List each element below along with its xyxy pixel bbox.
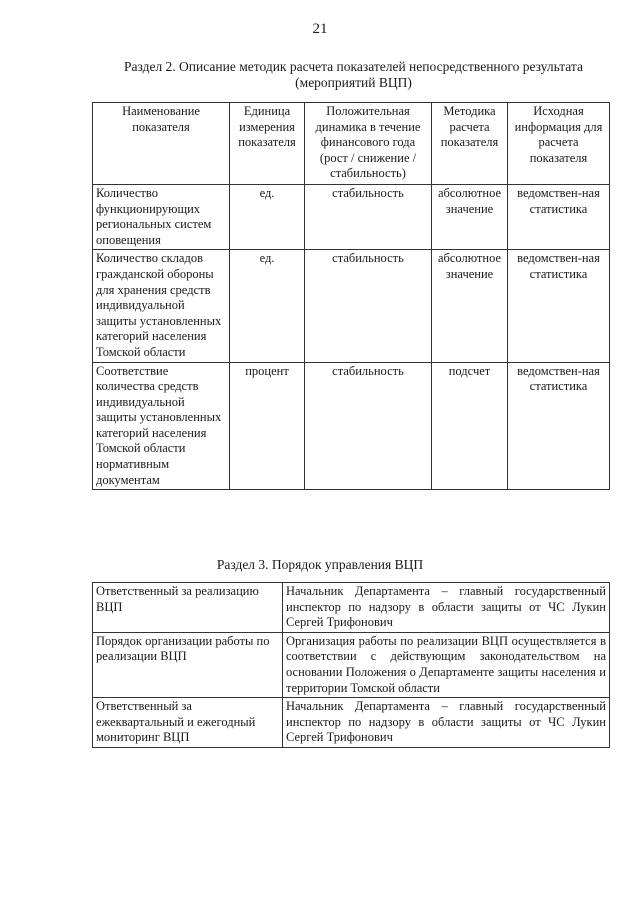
indicator-source: ведомствен-ная статистика [508, 250, 610, 362]
indicator-method: подсчет [432, 362, 508, 490]
indicator-name: Соответствие количества средств индивидуальной защиты установленных категорий населения Томской области нормативным документам [93, 362, 230, 490]
management-table [92, 582, 610, 748]
table-row [93, 250, 610, 362]
header-indicator-name: Наименование показателя [93, 103, 230, 185]
management-label: Ответственный за реализацию ВЦП [93, 583, 283, 633]
indicator-unit: ед. [230, 184, 305, 249]
section2-title [95, 59, 612, 91]
header-unit: Единица измерения показателя [230, 103, 305, 185]
indicator-dynamics: стабильность [305, 362, 432, 490]
indicator-name: Количество функционирующих региональных систем оповещения [93, 184, 230, 249]
indicator-unit: ед. [230, 250, 305, 362]
page-number: 21 [312, 21, 328, 37]
indicator-dynamics: стабильность [305, 184, 432, 249]
section3-title: Раздел 3. Порядок управления ВЦП [216, 557, 424, 572]
management-value: Организация работы по реализации ВЦП осуществляется в соответствии с действующим законодательством на основании Положения о Департаменте защиты населения и территории Томской области [283, 632, 610, 697]
indicator-source: ведомствен-ная статистика [508, 362, 610, 490]
table-row [93, 362, 610, 490]
section2-title-line1: Раздел 2. Описание методик расчета показателей непосредственного результата [124, 59, 583, 74]
indicator-method: абсолютное значение [432, 184, 508, 249]
table-row [93, 583, 610, 633]
indicator-method: абсолютное значение [432, 250, 508, 362]
indicator-source: ведомствен-ная статистика [508, 184, 610, 249]
management-value: Начальник Департамента – главный государственный инспектор по надзору в области защиты от ЧС Лукин Сергей Трифонович [283, 583, 610, 633]
table-row [93, 184, 610, 249]
header-method: Методика расчета показателя [432, 103, 508, 185]
indicator-dynamics: стабильность [305, 250, 432, 362]
table-row [93, 698, 610, 748]
section2-title-line2: (мероприятий ВЦП) [295, 75, 412, 90]
indicators-header-row [93, 103, 610, 185]
header-dynamics: Положительная динамика в течение финансового года (рост / снижение / стабильность) [305, 103, 432, 185]
management-label: Ответственный за ежеквартальный и ежегодный мониторинг ВЦП [93, 698, 283, 748]
header-source: Исходная информация для расчета показателя [508, 103, 610, 185]
table-row [93, 632, 610, 697]
management-value: Начальник Департамента – главный государственный инспектор по надзору в области защиты от ЧС Лукин Сергей Трифонович [283, 698, 610, 748]
management-label: Порядок организации работы по реализации ВЦП [93, 632, 283, 697]
indicators-table [92, 102, 610, 490]
indicator-name: Количество складов гражданской обороны для хранения средств индивидуальной защиты установленных категорий населения Томской области [93, 250, 230, 362]
indicator-unit: процент [230, 362, 305, 490]
